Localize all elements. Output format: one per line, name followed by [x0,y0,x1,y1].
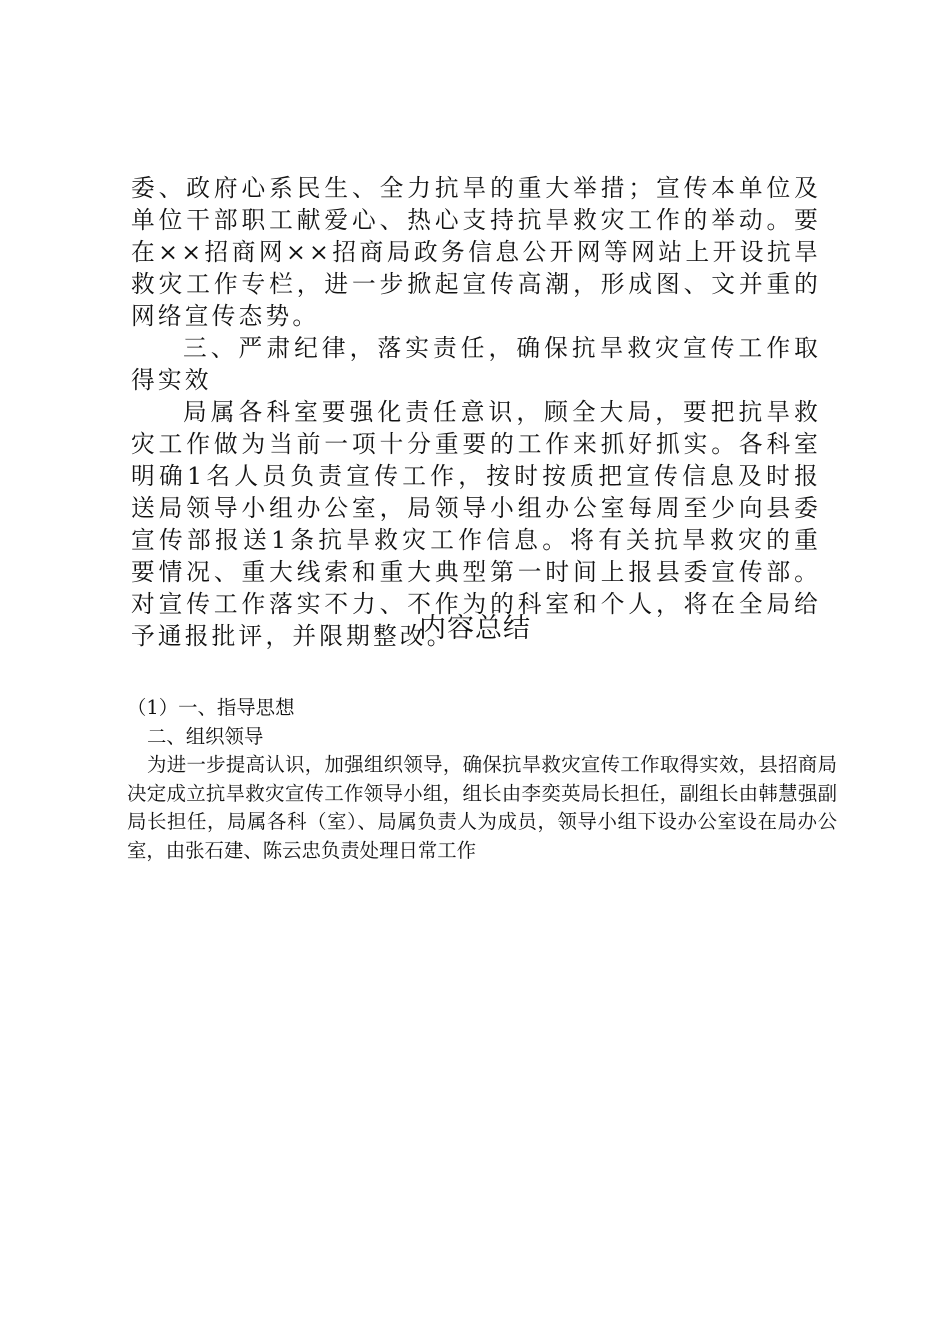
summary-section [127,694,837,865]
body-paragraph-continuation: 委、政府心系民生、全力抗旱的重大举措；宣传本单位及单位干部职工献爱心、热心支持抗旱救灾工作的举动。要在××招商网××招商局政务信息公开网等网站上开设抗旱救灾工作专栏，进一步掀起宣传高潮，形成图、文并重的网络宣传态势。 [131,174,821,330]
summary-item-organization: 二、组织领导 [147,724,264,748]
body-paragraph-responsibility: 局属各科室要强化责任意识，顾全大局，要把抗旱救灾工作做为当前一项十分重要的工作来抓好抓实。各科室明确1名人员负责宣传工作，按时按质把宣传信息及时报送局领导小组办公室，局领导小组办公室每周至少向县委宣传部报送1条抗旱救灾工作信息。将有关抗旱救灾的重要情况、重大线索和重大典型第一时间上报县委宣传部。对宣传工作落实不力、不作为的科室和个人，将在全局给予通报批评，并限期整改。 [131,398,821,650]
section-heading-three: 三、严肃纪律，落实责任，确保抗旱救灾宣传工作取得实效 [131,334,821,394]
summary-title: 内容总结 [419,613,531,644]
document-body [131,172,821,652]
summary-item-guiding-ideology: （1）一、指导思想 [127,696,295,719]
summary-paragraph: 为进一步提高认识，加强组织领导，确保抗旱救灾宣传工作取得实效，县招商局决定成立抗旱救灾宣传工作领导小组，组长由李奕英局长担任，副组长由韩慧强副局长担任，局属各科（室）、局属负责人为成员，领导小组下设办公室设在局办公室，由张石建、陈云忠负责处理日常工作 [127,753,837,862]
